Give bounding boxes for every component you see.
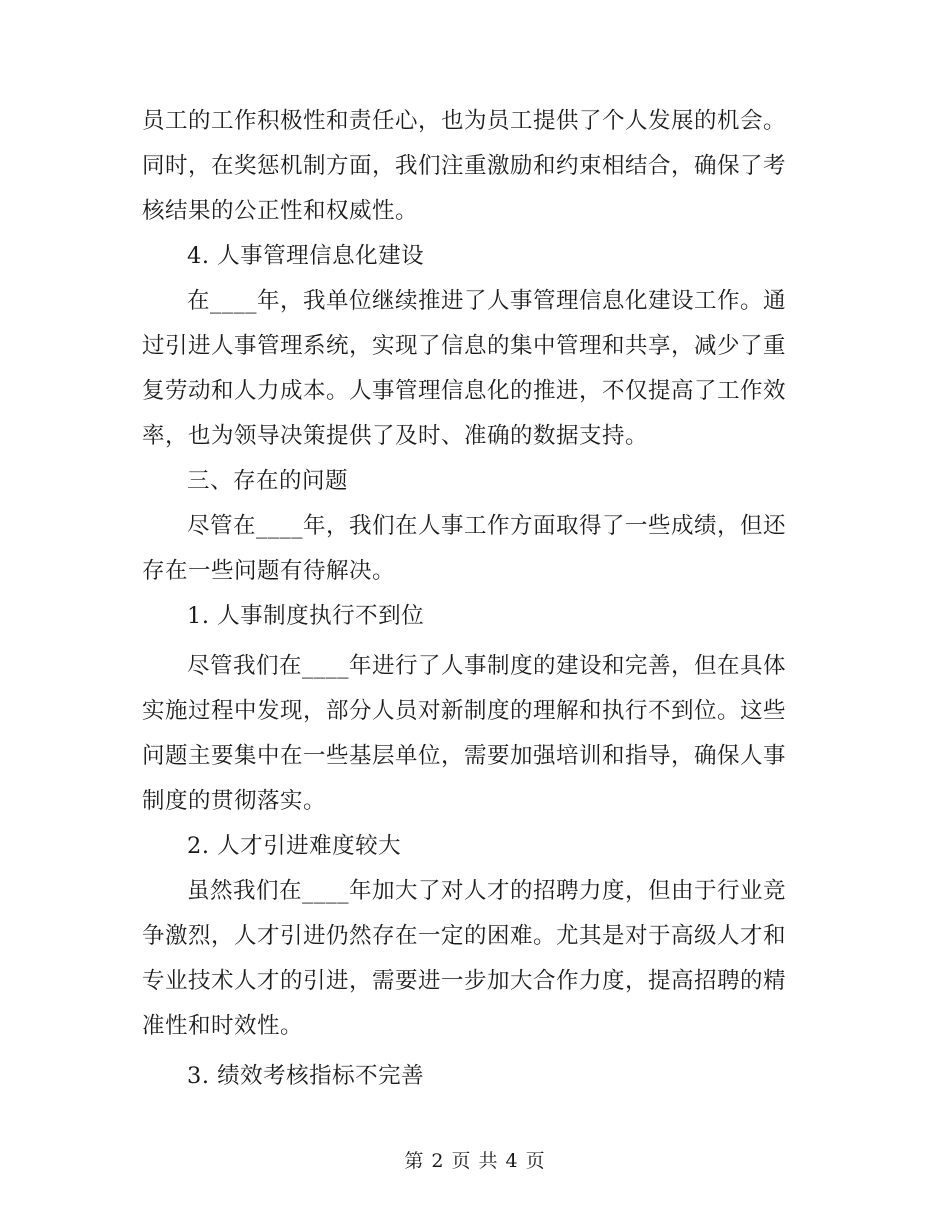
- page-number-footer: 第 2 页 共 4 页: [404, 1150, 546, 1172]
- paragraph-line: 准性和时效性。: [142, 1013, 304, 1039]
- paragraph-line: 制度的贯彻落实。: [142, 788, 327, 814]
- paragraph-line: 在____年，我单位继续推进了人事管理信息化建设工作。通: [187, 288, 787, 314]
- paragraph-line: 争激烈，人才引进仍然存在一定的困难。尤其是对于高级人才和: [142, 923, 787, 949]
- paragraph-line: 同时，在奖惩机制方面，我们注重激励和约束相结合，确保了考: [142, 153, 787, 179]
- paragraph-line: 率，也为领导决策提供了及时、准确的数据支持。: [142, 423, 649, 449]
- section-heading: 2. 人才引进难度较大: [187, 833, 402, 859]
- section-heading: 3. 绩效考核指标不完善: [187, 1063, 425, 1089]
- paragraph-line: 核结果的公正性和权威性。: [142, 198, 419, 224]
- paragraph-line: 复劳动和人力成本。人事管理信息化的推进，不仅提高了工作效: [142, 378, 787, 404]
- section-heading: 4. 人事管理信息化建设: [187, 243, 425, 269]
- paragraph-line: 尽管我们在____年进行了人事制度的建设和完善，但在具体: [187, 653, 787, 679]
- paragraph-line: 尽管在____年，我们在人事工作方面取得了一些成绩，但还: [187, 513, 787, 539]
- paragraph-line: 实施过程中发现，部分人员对新制度的理解和执行不到位。这些: [142, 698, 787, 724]
- paragraph-line: 虽然我们在____年加大了对人才的招聘力度，但由于行业竞: [187, 878, 787, 904]
- paragraph-line: 员工的工作积极性和责任心，也为员工提供了个人发展的机会。: [142, 108, 787, 134]
- paragraph-line: 问题主要集中在一些基层单位，需要加强培训和指导，确保人事: [142, 743, 787, 769]
- paragraph-line: 存在一些问题有待解决。: [142, 558, 396, 584]
- paragraph-line: 专业技术人才的引进，需要进一步加大合作力度，提高招聘的精: [142, 968, 787, 994]
- section-heading: 1. 人事制度执行不到位: [187, 603, 425, 629]
- paragraph-line: 过引进人事管理系统，实现了信息的集中管理和共享，减少了重: [142, 333, 787, 359]
- section-heading: 三、存在的问题: [187, 468, 349, 494]
